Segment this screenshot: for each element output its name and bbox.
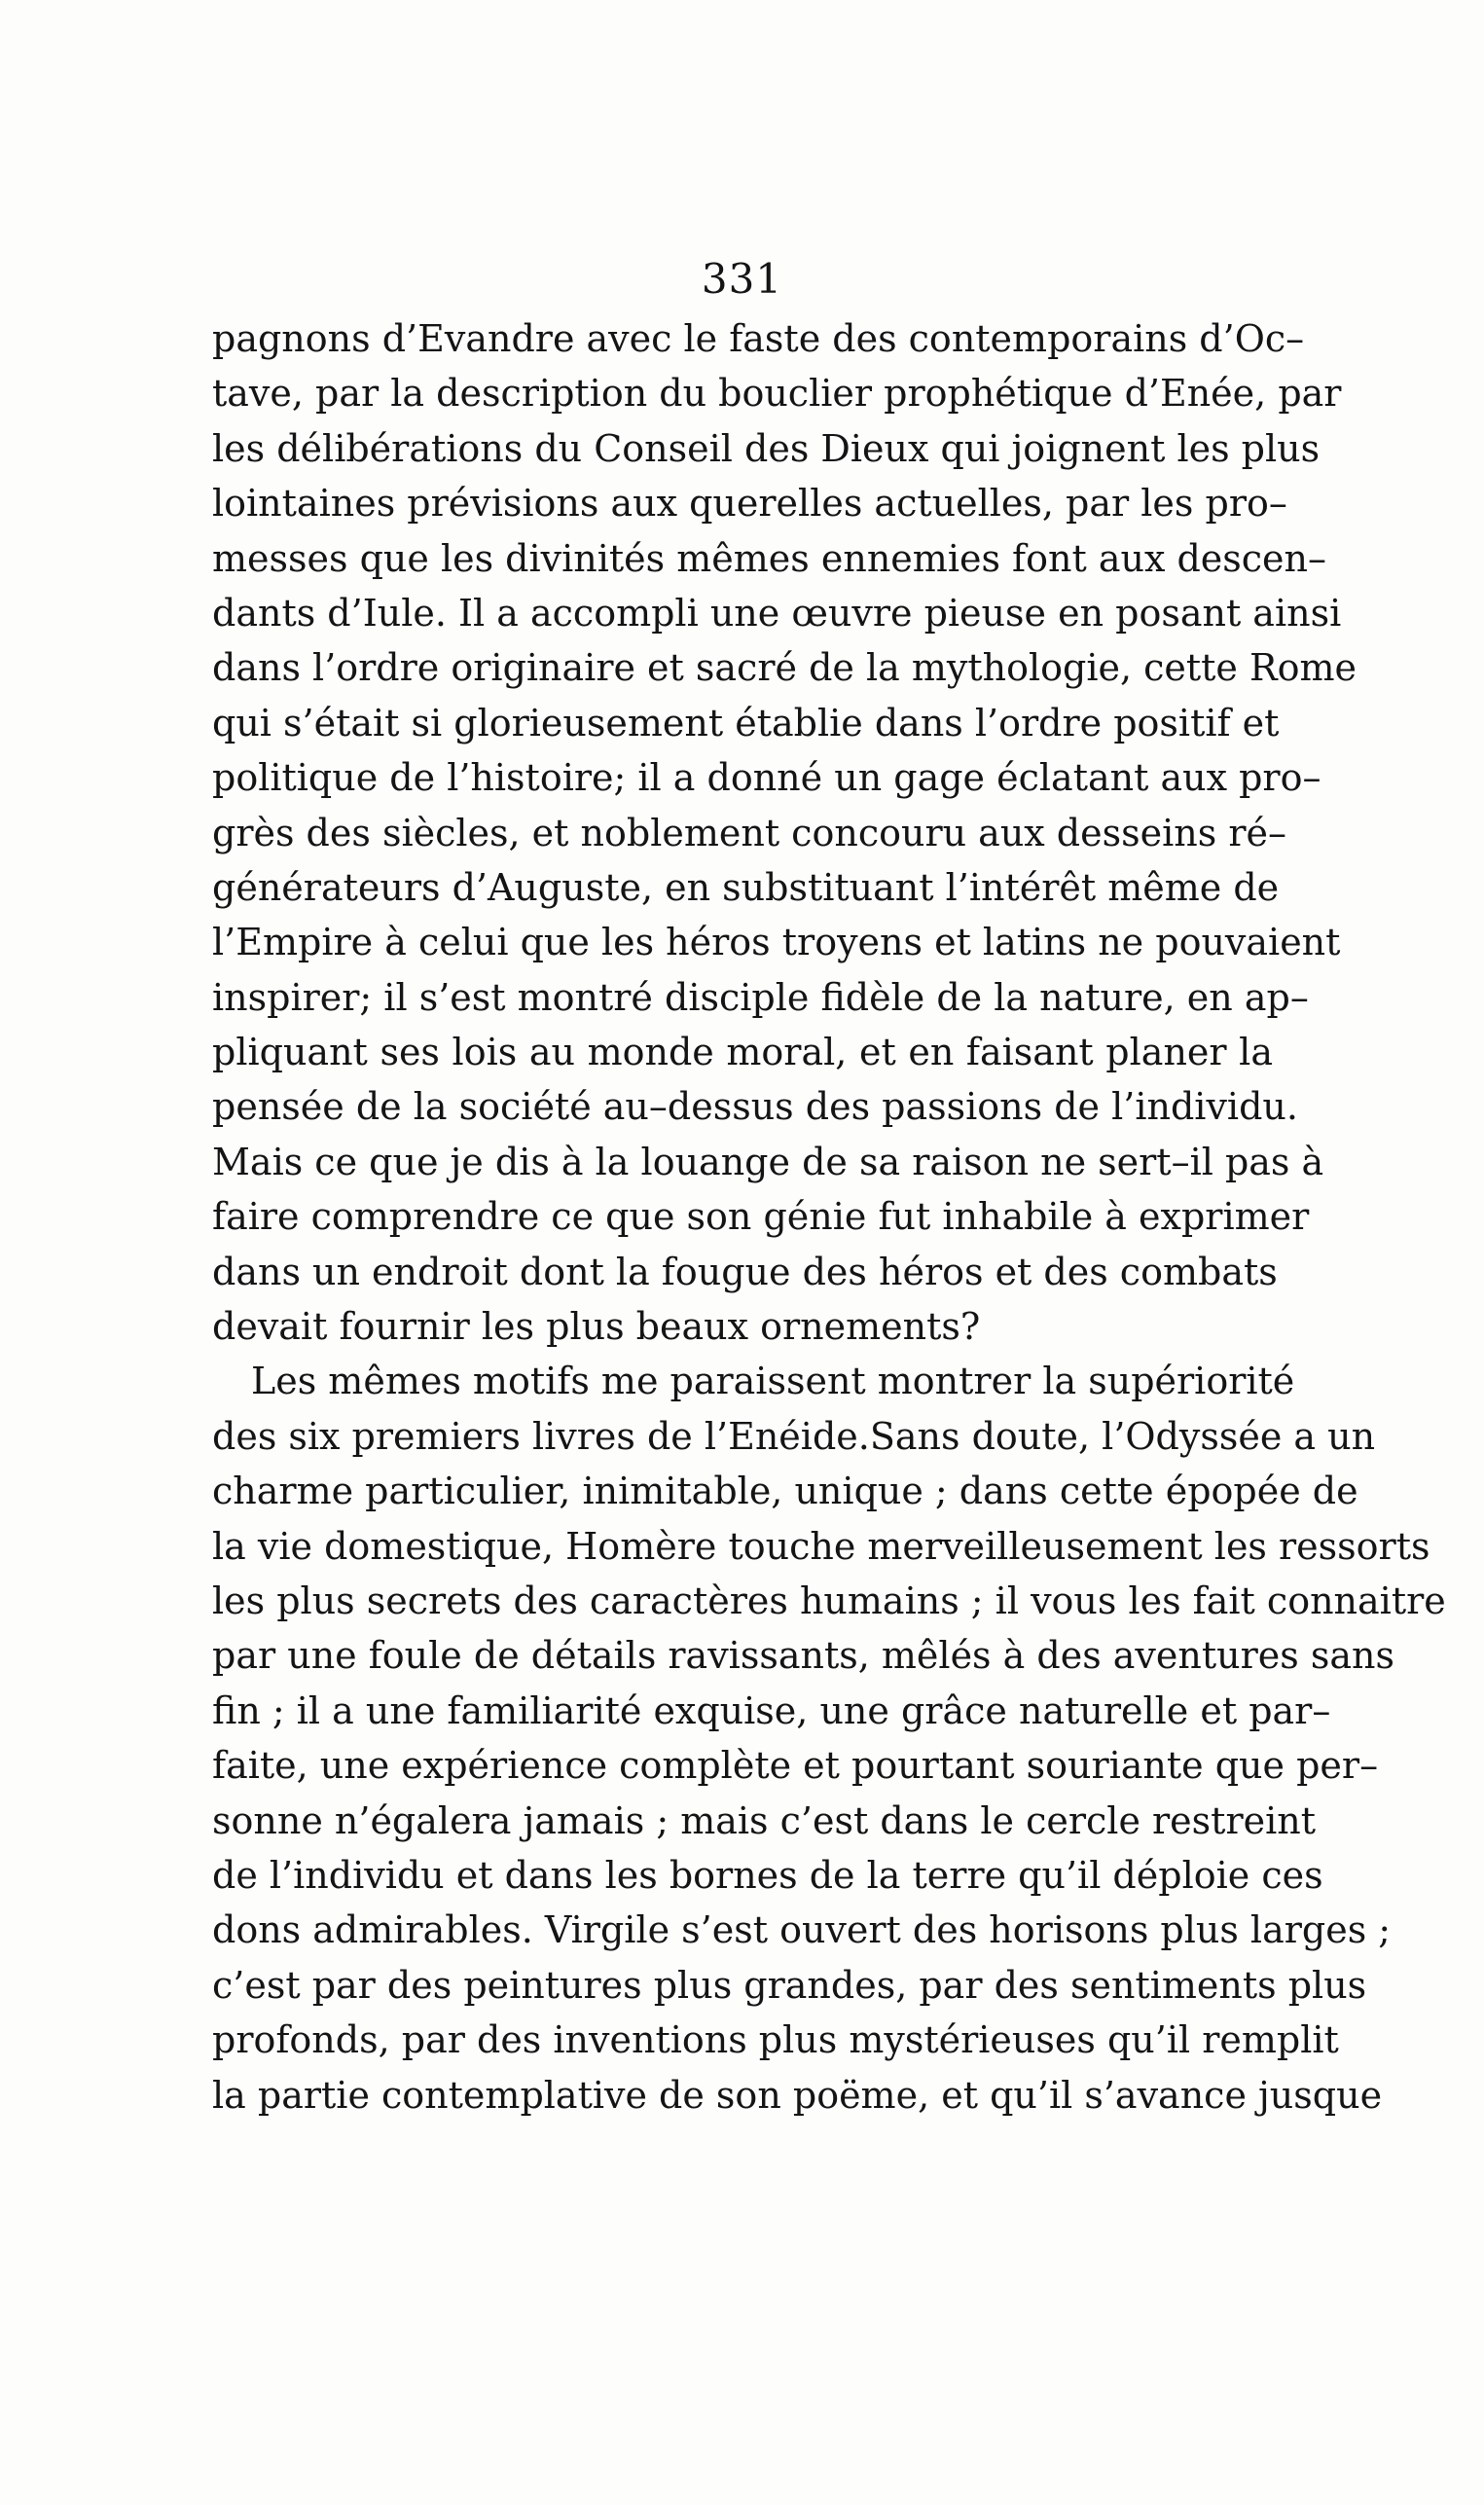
text-line: générateurs d’Auguste, en substituant l’intérêt même de [212, 865, 1280, 909]
text-line: charme particulier, inimitable, unique ; dans cette épopée de [212, 1470, 1358, 1513]
text-line: la vie domestique, Homère touche merveilleusement les ressorts [212, 1524, 1430, 1568]
text-line: grès des siècles, et noblement concouru aux desseins ré– [212, 811, 1286, 854]
text-line: pensée de la société au–dessus des passions de l’individu. [212, 1085, 1298, 1129]
text-line: de l’individu et dans les bornes de la terre qu’il déploie ces [212, 1853, 1323, 1897]
text-line: tave, par la description du bouclier prophétique d’Enée, par [212, 372, 1342, 416]
text-line: la partie contemplative de son poëme, et qu’il s’avance jusque [212, 2073, 1383, 2117]
text-line: sonne n’égalera jamais ; mais c’est dans le cercle restreint [212, 1798, 1316, 1842]
text-line: les délibérations du Conseil des Dieux qui joignent les plus [212, 426, 1321, 470]
text-line: faite, une expérience complète et pourtant souriante que per– [212, 1744, 1379, 1788]
text-line-paragraph-end: devait fournir les plus beaux ornements? [212, 1305, 981, 1349]
text-line: par une foule de détails ravissants, mêlés à des aventures sans [212, 1634, 1394, 1678]
text-line: qui s’était si glorieusement établie dans l’ordre positif et [212, 701, 1280, 744]
text-line: lointaines prévisions aux querelles actuelles, par les pro– [212, 482, 1287, 526]
text-line: politique de l’histoire; il a donné un gage éclatant aux pro– [212, 756, 1321, 800]
text-line: les plus secrets des caractères humains ; il vous les fait connaitre [212, 1579, 1446, 1622]
text-line: dons admirables. Virgile s’est ouvert des horisons plus larges ; [212, 1908, 1392, 1952]
text-line: dants d’Iule. Il a accompli une œuvre pieuse en posant ainsi [212, 591, 1342, 635]
text-line: profonds, par des inventions plus mystérieuses qu’il remplit [212, 2018, 1339, 2062]
text-line: messes que les divinités mêmes ennemies font aux descen– [212, 536, 1327, 580]
text-line: l’Empire à celui que les héros troyens et latins ne pouvaient [212, 921, 1341, 964]
text-line: pliquant ses lois au monde moral, et en faisant planer la [212, 1031, 1273, 1074]
text-line: Mais ce que je dis à la louange de sa raison ne sert–il pas à [212, 1140, 1324, 1183]
page-number: 331 [701, 255, 783, 303]
text-line: dans un endroit dont la fougue des héros et des combats [212, 1250, 1278, 1293]
text-line: inspirer; il s’est montré disciple fidèle de la nature, en ap– [212, 975, 1309, 1019]
text-line: c’est par des peintures plus grandes, par des sentiments plus [212, 1963, 1367, 2007]
text-line-paragraph-start: Les mêmes motifs me paraissent montrer la supériorité [251, 1360, 1295, 1403]
body-text [212, 311, 1446, 2123]
text-line: fin ; il a une familiarité exquise, une grâce naturelle et par– [212, 1688, 1331, 1732]
text-line: des six premiers livres de l’Enéide.Sans doute, l’Odyssée a un [212, 1414, 1376, 1458]
text-line: faire comprendre ce que son génie fut inhabile à exprimer [212, 1195, 1310, 1239]
text-line: pagnons d’Evandre avec le faste des contemporains d’Oc– [212, 317, 1305, 360]
text-line: dans l’ordre originaire et sacré de la mythologie, cette Rome [212, 646, 1357, 690]
